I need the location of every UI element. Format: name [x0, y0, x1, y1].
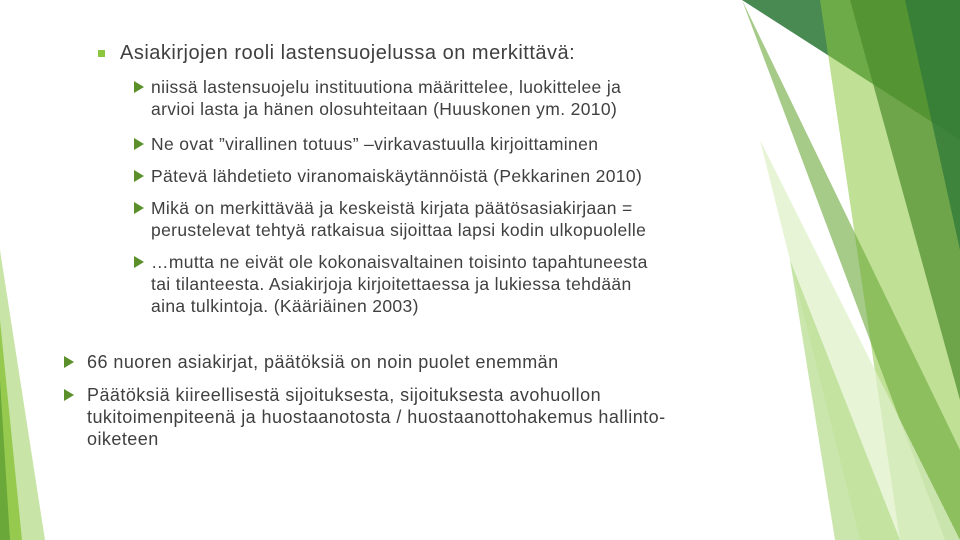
sub-bullet-1-line-2: arvioi lasta ja hänen olosuhteitaan (Huuskonen ym. 2010) — [151, 99, 618, 119]
bottom-bullet-arrow-2 — [64, 389, 74, 401]
sub-bullet-5-line-3: aina tulkintoja. (Kääriäinen 2003) — [151, 296, 419, 316]
sub-bullet-arrow-4 — [134, 202, 144, 214]
sub-bullet-arrow-2 — [134, 138, 144, 150]
sub-bullet-arrow-3 — [134, 170, 144, 182]
sub-bullet-4-line-1: Mikä on merkittävää ja keskeistä kirjata päätösasiakirjaan = — [151, 198, 633, 218]
bottom-bullet-1-line-1: 66 nuoren asiakirjat, päätöksiä on noin puolet enemmän — [87, 352, 559, 372]
sub-bullet-4-line-2: perustelevat tehtyä ratkaisua sijoittaa lapsi kodin ulkopuolelle — [151, 220, 647, 240]
sub-bullet-arrow-1 — [134, 81, 144, 93]
main-bullet-square — [98, 50, 105, 57]
bottom-bullet-2-line-2: tukitoimenpiteenä ja huostaanotosta / huostaanottohakemus hallinto- — [87, 407, 666, 427]
sub-bullet-5-line-1: …mutta ne eivät ole kokonaisvaltainen toisinto tapahtuneesta — [151, 252, 648, 272]
bottom-bullet-2-line-3: oiketeen — [87, 429, 159, 449]
bottom-bullet-2-line-1: Päätöksiä kiireellisestä sijoituksesta, sijoituksesta avohuollon — [87, 385, 602, 405]
bottom-bullet-arrow-1 — [64, 356, 74, 368]
sub-bullet-1-line-1: niissä lastensuojelu instituutiona määrittelee, luokittelee ja — [151, 77, 622, 97]
sub-bullet-5-line-2: tai tilanteesta. Asiakirjoja kirjoitettaessa ja lukiessa tehdään — [151, 274, 632, 294]
main-bullet-text: Asiakirjojen rooli lastensuojelussa on merkittävä: — [120, 42, 576, 64]
sub-bullet-arrow-5 — [134, 256, 144, 268]
sub-bullet-2-line-1: Ne ovat ”virallinen totuus” –virkavastuulla kirjoittaminen — [151, 134, 599, 154]
sub-bullet-3-line-1: Pätevä lähdetieto viranomaiskäytännöistä (Pekkarinen 2010) — [151, 166, 643, 186]
